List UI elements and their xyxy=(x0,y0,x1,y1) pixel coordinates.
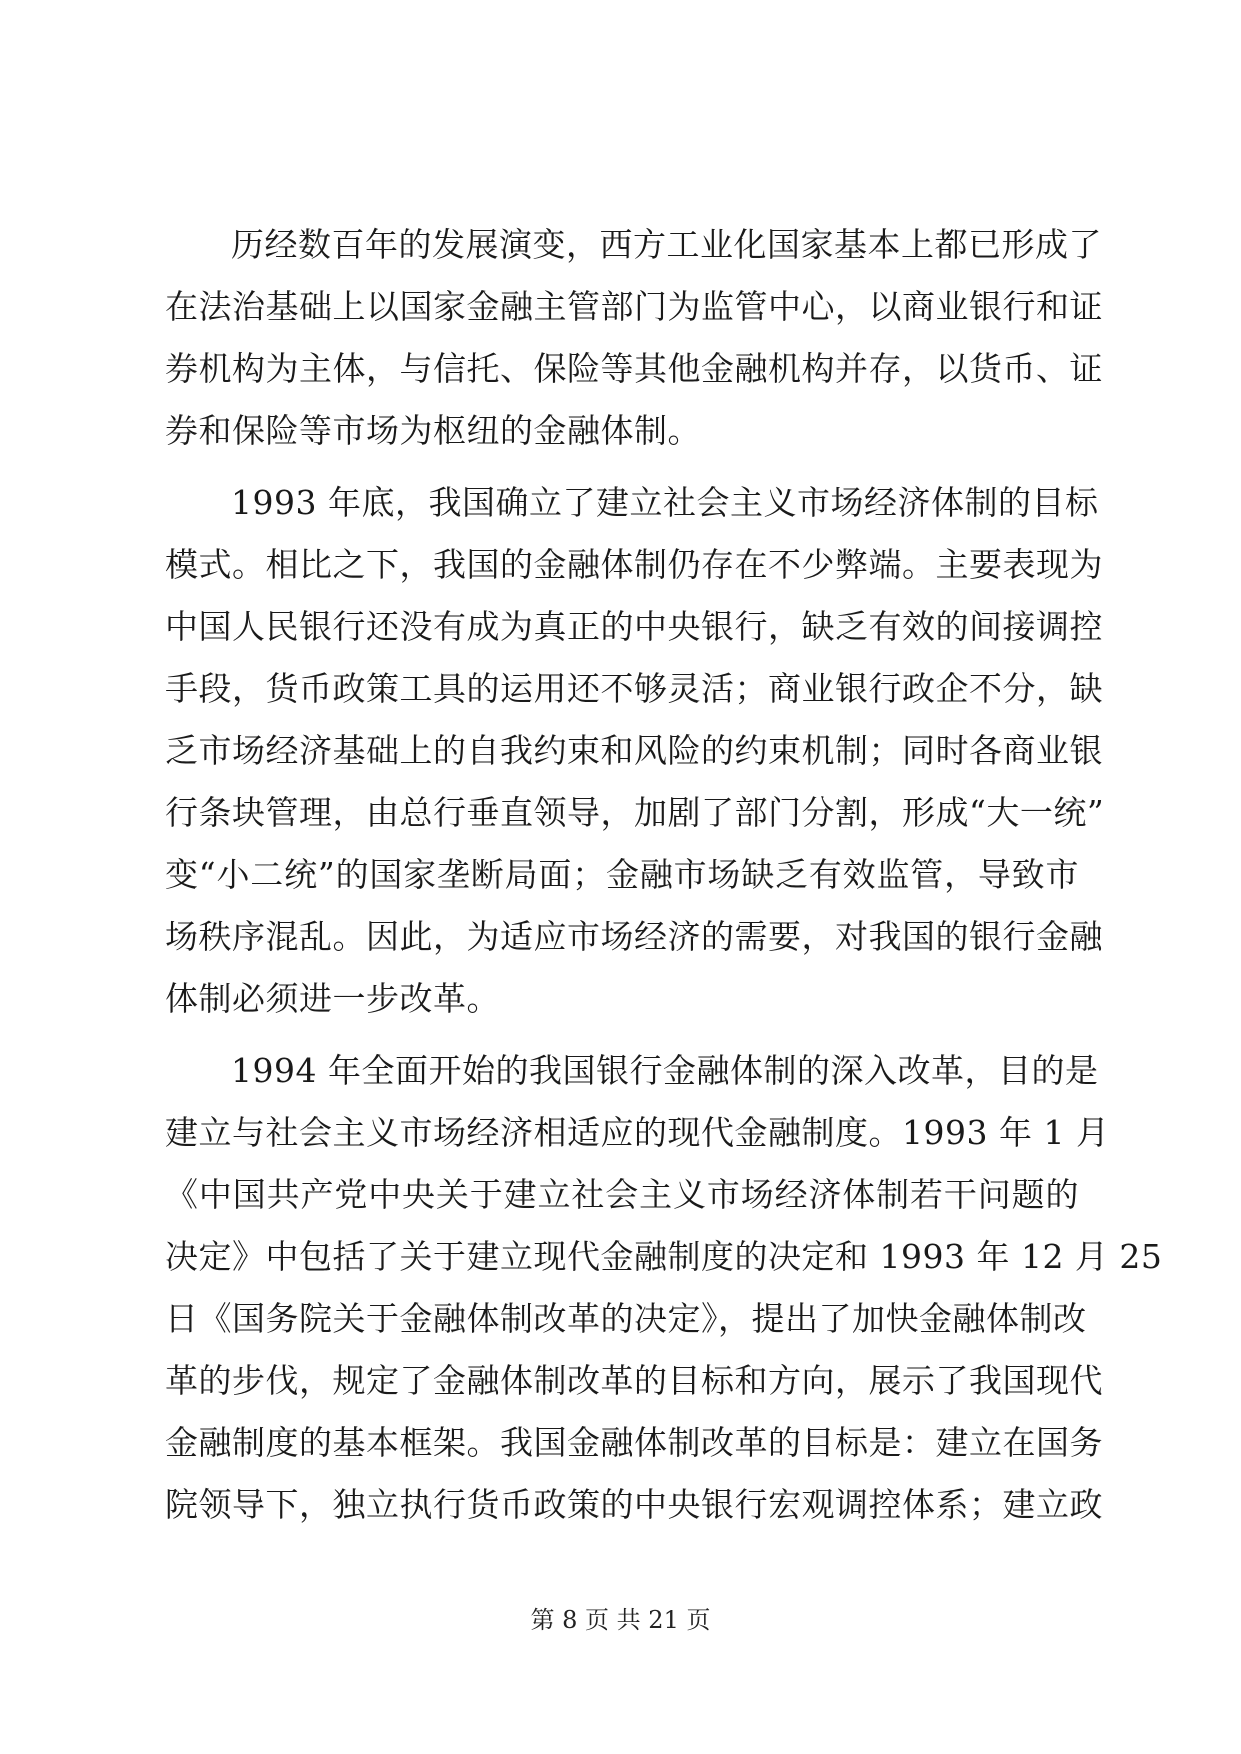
text-line: 手段，货币政策工具的运用还不够灵活；商业银行政企不分，缺 xyxy=(165,669,1103,708)
text-line: 券和保险等市场为枢纽的金融体制。 xyxy=(165,411,701,450)
page-number-footer: 第 8 页 共 21 页 xyxy=(530,1606,711,1634)
text-line: 模式。相比之下，我国的金融体制仍存在不少弊端。主要表现为 xyxy=(165,545,1103,584)
text-line: 中国人民银行还没有成为真正的中央银行，缺乏有效的间接调控 xyxy=(165,607,1103,646)
text-line: 场秩序混乱。因此，为适应市场经济的需要，对我国的银行金融 xyxy=(165,917,1103,956)
text-line: 决定》中包括了关于建立现代金融制度的决定和 1993 年 12 月 25 xyxy=(165,1237,1163,1276)
text-line: 院领导下，独立执行货币政策的中央银行宏观调控体系；建立政 xyxy=(165,1485,1103,1524)
text-line: 历经数百年的发展演变，西方工业化国家基本上都已形成了 xyxy=(231,225,1102,264)
text-line: 体制必须进一步改革。 xyxy=(165,979,500,1018)
text-line: 变“小二统”的国家垄断局面；金融市场缺乏有效监管，导致市 xyxy=(165,855,1079,894)
text-line: 乏市场经济基础上的自我约束和风险的约束机制；同时各商业银 xyxy=(165,731,1103,770)
text-line: 行条块管理，由总行垂直领导，加剧了部门分割，形成“大一统” xyxy=(165,793,1105,832)
text-line: 1994 年全面开始的我国银行金融体制的深入改革，目的是 xyxy=(231,1051,1099,1090)
text-line: 券机构为主体，与信托、保险等其他金融机构并存，以货币、证 xyxy=(165,349,1103,388)
text-line: 日《国务院关于金融体制改革的决定》，提出了加快金融体制改 xyxy=(165,1299,1087,1338)
text-line: 建立与社会主义市场经济相适应的现代金融制度。1993 年 1 月 xyxy=(165,1113,1110,1152)
text-line: 《中国共产党中央关于建立社会主义市场经济体制若干问题的 xyxy=(165,1175,1079,1214)
text-line: 在法治基础上以国家金融主管部门为监管中心，以商业银行和证 xyxy=(165,287,1103,326)
text-line: 革的步伐，规定了金融体制改革的目标和方向，展示了我国现代 xyxy=(165,1361,1103,1400)
text-line: 金融制度的基本框架。我国金融体制改革的目标是：建立在国务 xyxy=(165,1423,1103,1462)
text-line: 1993 年底，我国确立了建立社会主义市场经济体制的目标 xyxy=(231,483,1099,522)
